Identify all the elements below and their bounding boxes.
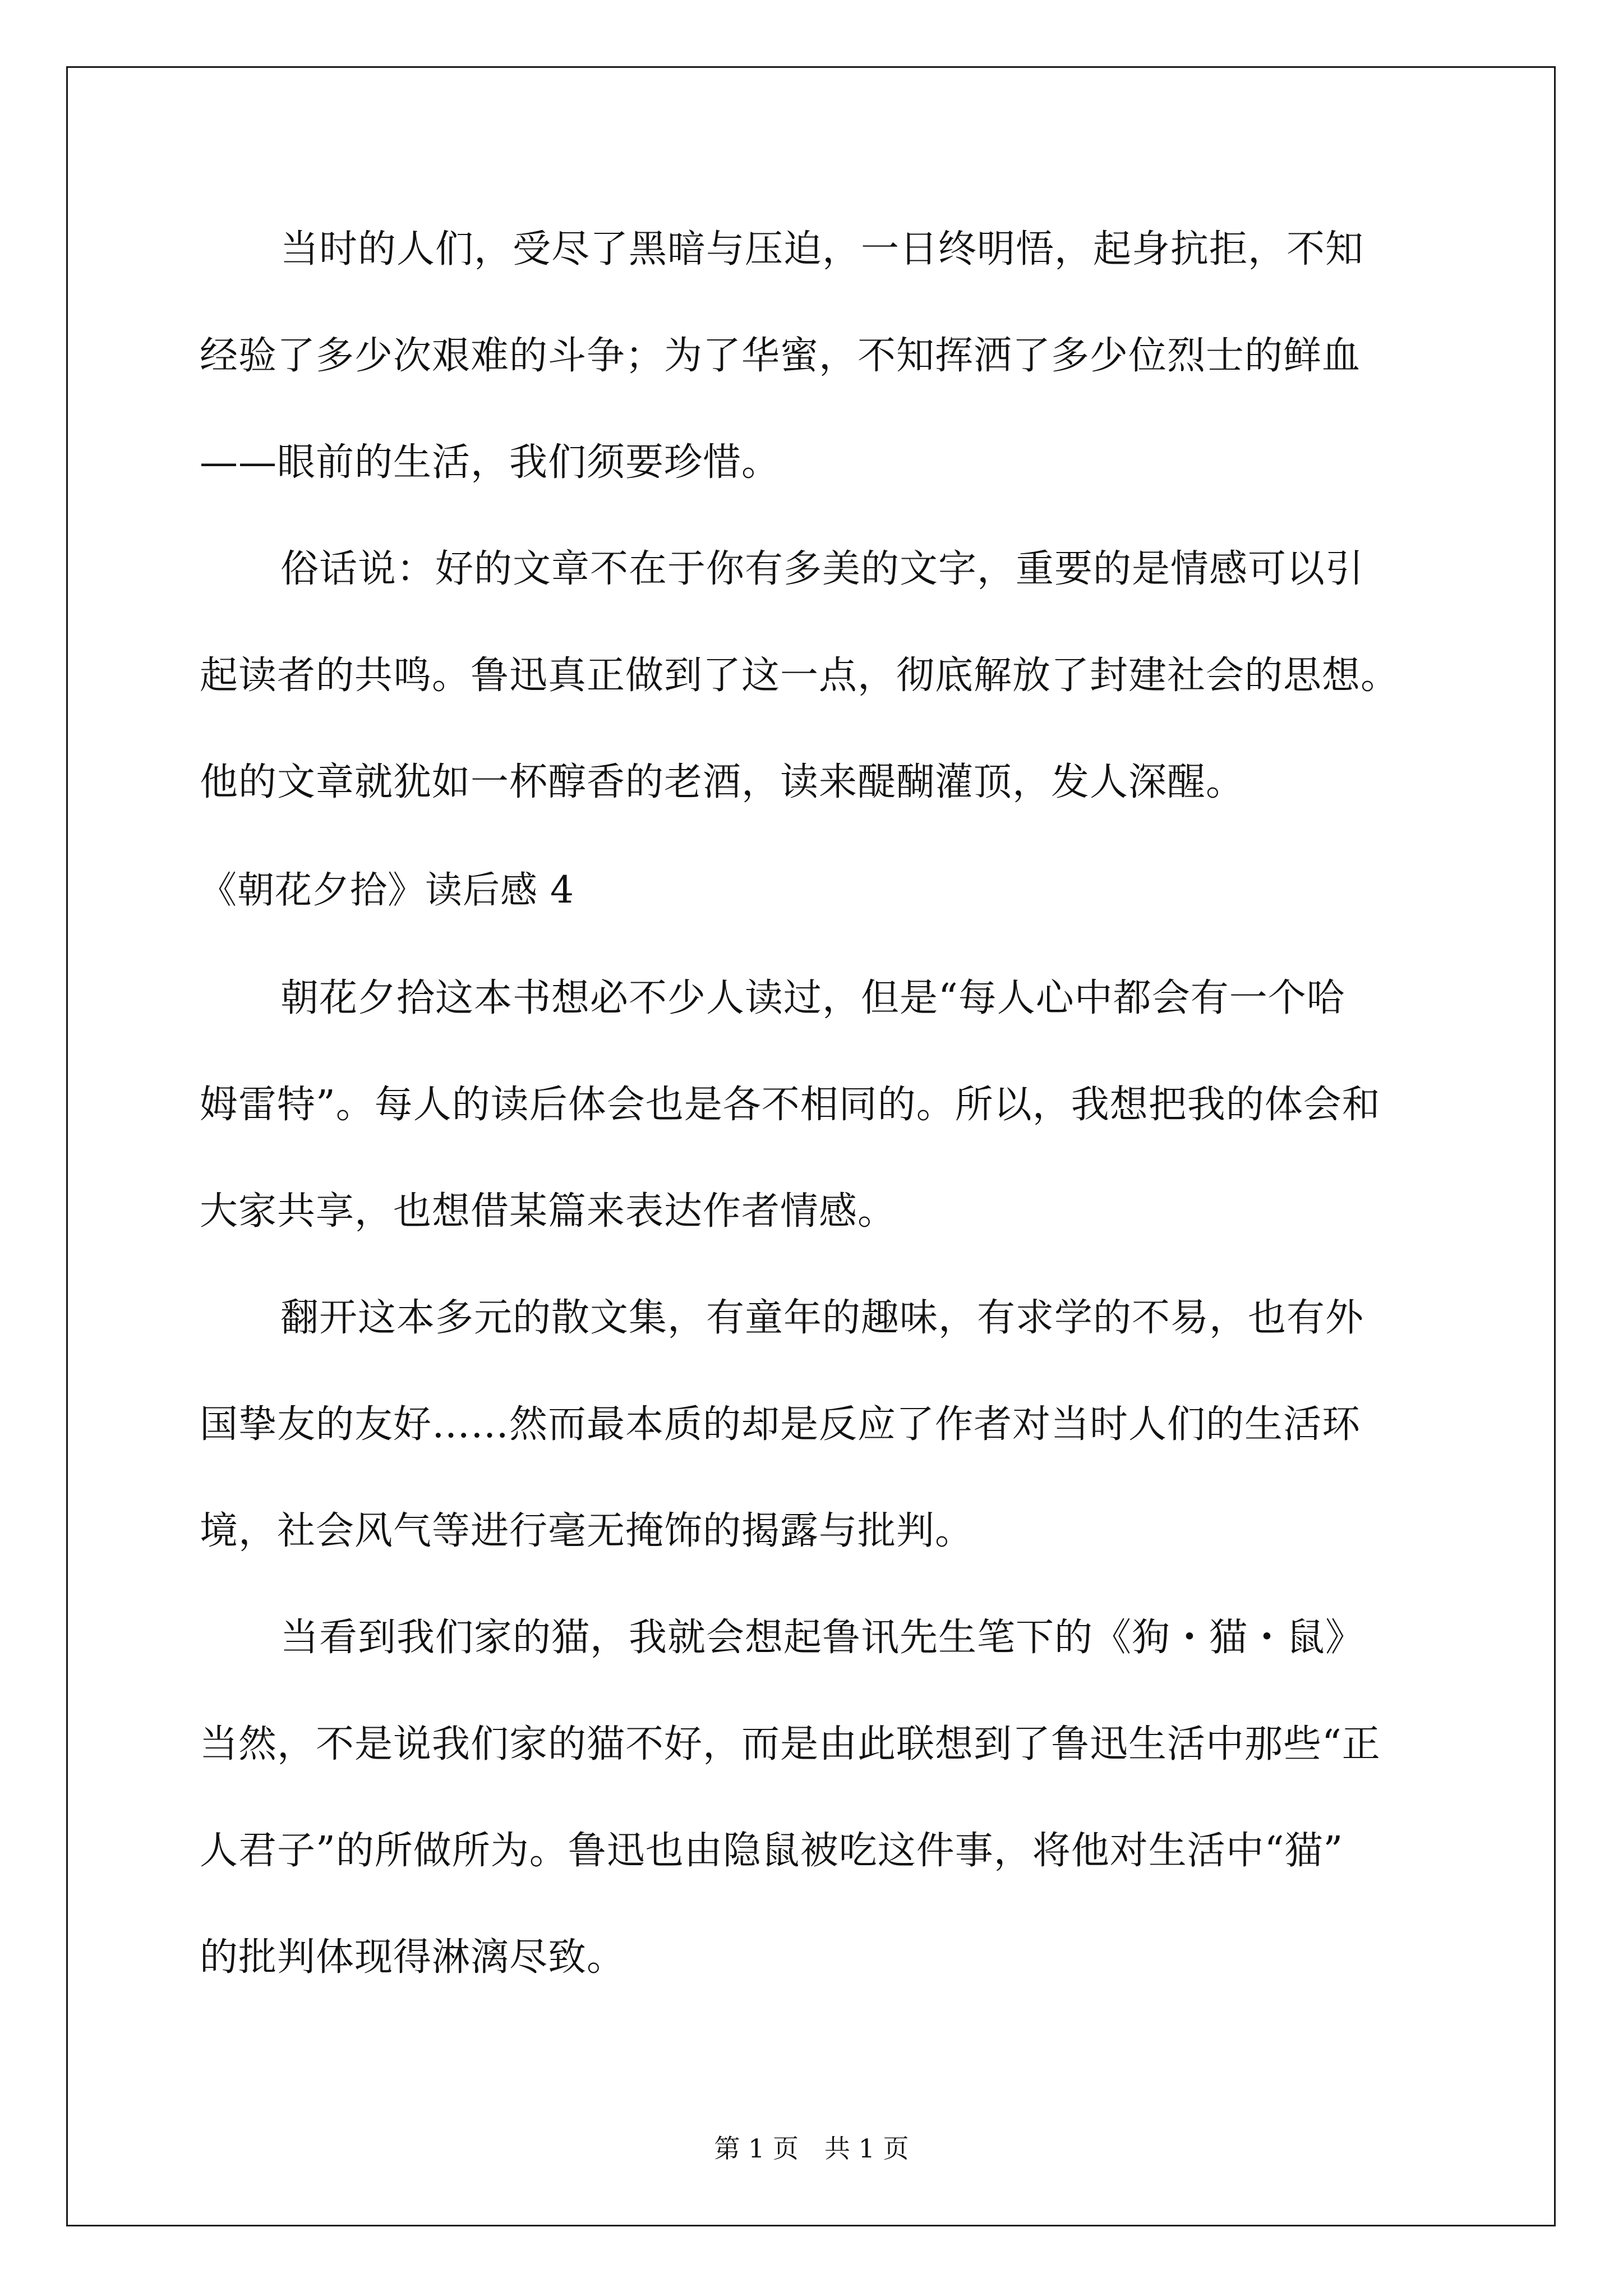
paragraph-5-line-3: 人君子”的所做所为。鲁迅也由隐鼠被吃这件事，将他对生活中“猫” <box>200 1829 1344 1873</box>
paragraph-5-line-4: 的批判体现得淋漓尽致。 <box>200 1935 626 1980</box>
section-heading: 《朝花夕拾》读后感 4 <box>200 868 574 912</box>
paragraph-3-line-2: 姆雷特”。每人的读后体会也是各不相同的。所以，我想把我的体会和 <box>200 1083 1381 1127</box>
paragraph-1-line-3: ——眼前的生活，我们须要珍惜。 <box>200 440 781 485</box>
paragraph-5-line-2: 当然，不是说我们家的猫不好，而是由此联想到了鲁迅生活中那些“正 <box>200 1722 1381 1766</box>
paragraph-3-line-1: 朝花夕拾这本书想必不少人读过，但是“每人心中都会有一个哈 <box>280 976 1345 1020</box>
paragraph-1-line-2: 经验了多少次艰难的斗争；为了华蜜，不知挥洒了多少位烈士的鲜血 <box>200 334 1361 378</box>
paragraph-1-line-1: 当时的人们，受尽了黑暗与压迫，一日终明悟，起身抗拒，不知 <box>280 227 1364 272</box>
paragraph-5-line-1: 当看到我们家的猫，我就会想起鲁讯先生笔下的《狗・猫・鼠》 <box>280 1616 1364 1660</box>
paragraph-4-line-1: 翻开这本多元的散文集，有童年的趣味，有求学的不易，也有外 <box>280 1296 1364 1340</box>
paragraph-3-line-3: 大家共享，也想借某篇来表达作者情感。 <box>200 1189 897 1234</box>
paragraph-2-line-1: 俗话说：好的文章不在于你有多美的文字，重要的是情感可以引 <box>280 547 1364 591</box>
paragraph-2-line-2: 起读者的共鸣。鲁迅真正做到了这一点，彻底解放了封建社会的思想。 <box>200 654 1400 698</box>
page-border <box>66 66 1556 2226</box>
paragraph-4-line-2: 国挚友的友好……然而最本质的却是反应了作者对当时人们的生活环 <box>200 1402 1361 1447</box>
page-number-footer: 第 1 页 共 1 页 <box>714 2133 909 2164</box>
paragraph-2-line-3: 他的文章就犹如一杯醇香的老酒，读来醍醐灌顶，发人深醒。 <box>200 760 1245 804</box>
paragraph-4-line-3: 境，社会风气等进行毫无掩饰的揭露与批判。 <box>200 1509 974 1553</box>
